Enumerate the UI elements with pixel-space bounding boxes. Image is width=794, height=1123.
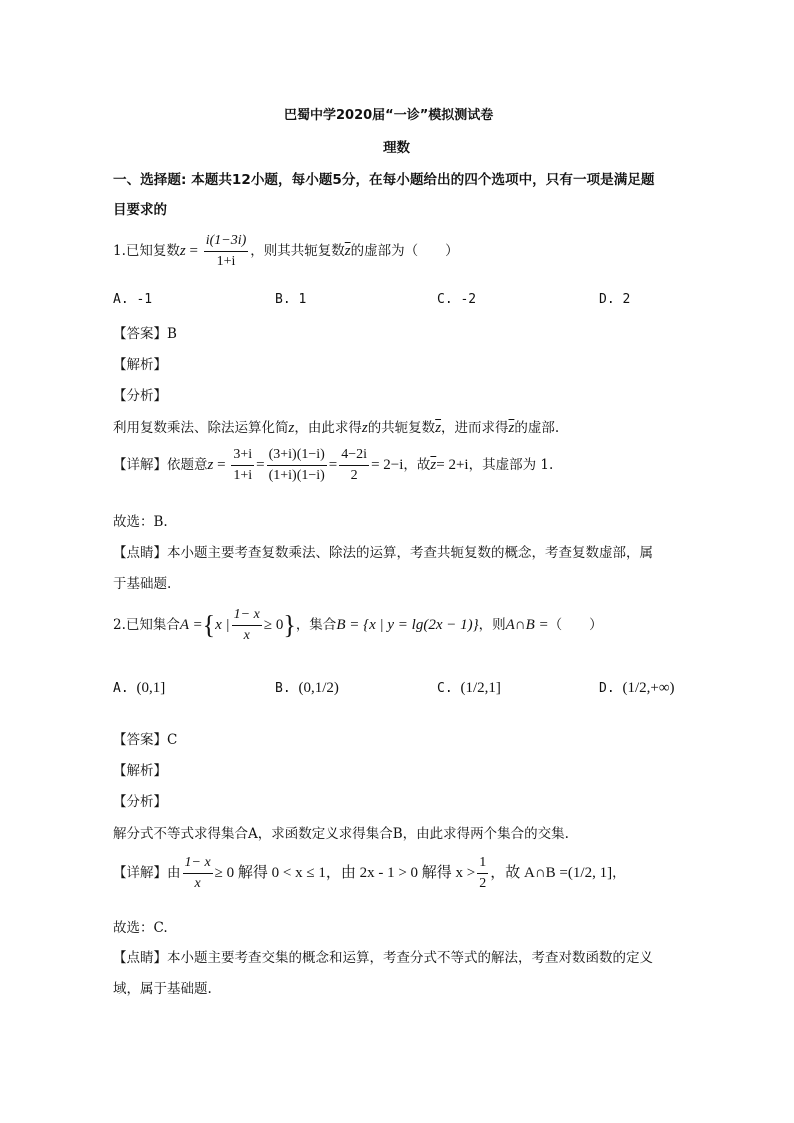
q2-option-d-label: D. — [599, 681, 615, 696]
q1-f1-den: 1+i — [233, 468, 253, 483]
q2-setA-num: 1− x — [232, 606, 262, 626]
q2-intersect: A∩B = — [505, 617, 549, 633]
q1-stem-suffix: ，则其共轭复数 — [250, 243, 345, 259]
q1-f2-num: (3+i)(1−i) — [267, 446, 327, 466]
q1-detail-d: ，其虚部为 1. — [468, 457, 554, 473]
q1-option-b-label: B. — [275, 292, 291, 307]
q2-d-end: ， — [612, 865, 626, 881]
q1-f1-num: 3+i — [231, 446, 254, 466]
q2-setA-head: A = — [179, 617, 203, 633]
q1-analysis-c: 的共轭复数 — [367, 420, 436, 436]
q1-option-a-label: A. — [113, 292, 129, 307]
q1-stem-prefix: 1.已知复数 — [113, 243, 180, 259]
q2-option-c-value: (1/2,1] — [460, 680, 501, 696]
q1-stem: 1.已知复数z = $\frac{i(1-3i)}{1+i}$ ，则其共轭复数$\overline{z}$的虚部为（ ） — [113, 233, 459, 269]
q1-analysis-z2: z — [361, 420, 368, 436]
q2-jiexi: 【解析】 — [113, 763, 167, 779]
q1-fenxi: 【分析】 — [113, 388, 167, 404]
q1-detail-z: z — [207, 457, 214, 473]
q1-analysis — [113, 416, 559, 437]
q1-option-a[interactable] — [113, 292, 152, 307]
q1-option-b[interactable] — [275, 292, 306, 307]
q1-detail-b: ，故 — [403, 457, 431, 473]
q1-f2-den: (1+i)(1−i) — [268, 468, 325, 483]
q2-choose: 故选：C. — [113, 920, 168, 936]
q1-frac — [204, 232, 249, 271]
q1-analysis-d: ，进而求得 — [441, 420, 509, 436]
q2-d-a: ≥ 0 解得 0 < x ≤ 1，由 2x - 1 > 0 解得 x > — [214, 865, 476, 881]
q1-detail-frac3 — [339, 446, 369, 485]
q2-analysis: 解分式不等式求得集合A，求函数定义求得集合B，由此求得两个集合的交集. — [113, 826, 569, 842]
q1-analysis-zbar1: $\overline{z}$ — [435, 420, 442, 436]
q2-d-den: x — [194, 876, 201, 891]
q2-detail-frac — [183, 854, 213, 893]
q2-paren: （ ） — [548, 617, 603, 633]
q2-answer: 【答案】C — [113, 732, 178, 748]
q2-option-a-label: A. — [113, 681, 129, 696]
q2-setA-frac — [232, 606, 262, 645]
q1-option-c-label: C. — [437, 292, 453, 307]
q2-option-a-value: (0,1] — [136, 680, 166, 696]
q2-setA-tail: ≥ 0 — [263, 617, 284, 633]
q2-option-b[interactable] — [275, 680, 339, 697]
q2-option-b-label: B. — [275, 681, 291, 696]
q1-detail-zbar: $\overline{z}$ — [430, 457, 437, 473]
q2-option-d-value: (1/2,+∞) — [622, 680, 675, 696]
q1-answer: 【答案】B — [113, 326, 177, 342]
q1-analysis-b: ，由此求得 — [294, 420, 362, 436]
q1-frac-den: 1+i — [216, 254, 236, 269]
q2-fenxi: 【分析】 — [113, 794, 167, 810]
q1-analysis-a: 利用复数乘法、除法运算化简 — [113, 420, 289, 436]
q2-detail — [113, 854, 626, 893]
q1-option-b-value: 1 — [298, 292, 307, 307]
q1-analysis-z1: z — [288, 420, 295, 436]
q1-dianjing-line2: 于基础题. — [113, 576, 172, 592]
q1-stem-var: z — [179, 243, 186, 259]
q2-option-c-label: C. — [437, 681, 453, 696]
q1-option-c[interactable] — [437, 292, 476, 307]
q1-detail: 【详解】依题意z = $\frac{3+i}{1+i}$ = $\frac{(3+i)(1-i)}{(1+i)(1-i)}$ = $\frac{4-2i}{2}$ = 2−i，故$\overline{z}= 2+i$，其虚部为 1. — [113, 447, 554, 483]
q1-detail-c: = 2+i — [436, 457, 469, 473]
q1-detail-frac2 — [267, 446, 327, 485]
q2-stem-prefix: 2.已知集合 — [113, 617, 180, 633]
q1-conj-z: $\overline{z}$ — [344, 243, 351, 259]
q2-stem-mid: ，集合 — [295, 617, 337, 633]
q1-f3-den: 2 — [350, 468, 358, 483]
q1-frac-num: i(1−3i) — [204, 232, 249, 252]
q2-d-num: 1− x — [183, 854, 213, 874]
q2-d-half-num: 1 — [477, 854, 488, 874]
q2-option-d[interactable] — [599, 680, 675, 697]
q1-detail-tail: = 2−i — [371, 457, 404, 473]
q1-choose: 故选：B. — [113, 514, 168, 530]
q1-jiexi: 【解析】 — [113, 357, 167, 373]
page-title: 巴蜀中学2020届“一诊”模拟测试卷 — [284, 108, 494, 123]
q2-option-b-value: (0,1/2) — [298, 680, 339, 696]
q2-setA-x: x | — [215, 617, 230, 633]
q2-option-c[interactable] — [437, 680, 501, 697]
q2-stem-end: ，则 — [478, 617, 506, 633]
q1-option-c-value: -2 — [460, 292, 477, 307]
q2-detail-label: 【详解】由 — [113, 865, 181, 881]
q1-analysis-zbar2: $\overline{z}$ — [508, 420, 515, 436]
q2-detail-half — [477, 854, 488, 893]
section-heading-line2: 目要求的 — [113, 202, 167, 218]
q2-dianjing-line2: 域，属于基础题. — [113, 981, 212, 997]
q1-option-d[interactable] — [599, 292, 630, 307]
q1-option-a-value: -1 — [136, 292, 153, 307]
q1-detail-frac1 — [231, 446, 254, 485]
q2-d-res: (1/2, 1] — [567, 865, 613, 881]
q2-d-b: ，故 A∩B = — [490, 865, 568, 881]
q2-stem: 2.已知集合A ={x | $\frac{1- x}{x}$ ≥ 0}，集合B = {x | y = lg(2x − 1)}，则A∩B =（ ） — [113, 607, 603, 643]
q1-dianjing-line1: 【点睛】本小题主要考查复数乘法、除法的运算，考查共轭复数的概念，考查复数虚部，属 — [113, 545, 653, 561]
q1-option-d-label: D. — [599, 292, 615, 307]
q1-analysis-e: 的虚部. — [514, 420, 560, 436]
watermark — [640, 758, 648, 786]
q1-f3-num: 4−2i — [339, 446, 369, 466]
q2-option-a[interactable] — [113, 680, 165, 697]
q1-option-d-value: 2 — [622, 292, 631, 307]
q2-setB: B = {x | y = lg(2x − 1)} — [336, 617, 479, 633]
q2-setA-den: x — [243, 628, 250, 643]
page-subtitle: 理数 — [383, 140, 410, 156]
q2-d-half-den: 2 — [479, 876, 487, 891]
q1-detail-label: 【详解】依题意 — [113, 457, 208, 473]
q1-stem-end: 的虚部为（ ） — [350, 243, 459, 259]
section-heading-line1: 一、选择题: 本题共12小题，每小题5分，在每小题给出的四个选项中，只有一项是满足题 — [113, 172, 655, 188]
q2-dianjing-line1: 【点睛】本小题主要考查交集的概念和运算，考查分式不等式的解法，考查对数函数的定义 — [113, 950, 653, 966]
